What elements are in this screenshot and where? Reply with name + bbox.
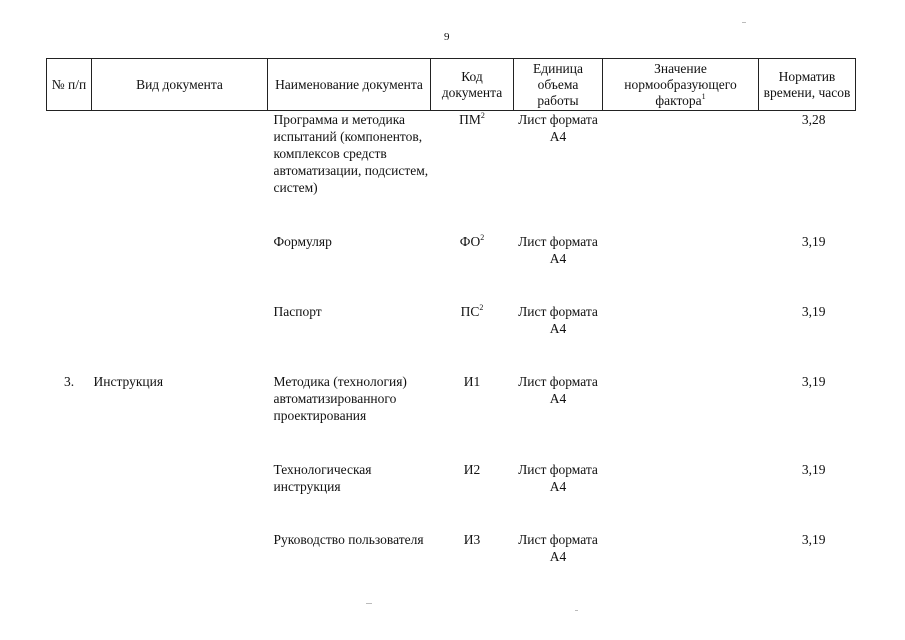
page-number: 9 bbox=[444, 31, 450, 43]
table-row bbox=[47, 303, 856, 373]
header-factor bbox=[603, 59, 759, 111]
row-doc-code bbox=[431, 373, 514, 461]
row-factor bbox=[603, 111, 759, 233]
norms-table bbox=[46, 58, 856, 591]
row-doc-code bbox=[431, 111, 514, 233]
row-unit: Лист формата А4 bbox=[518, 461, 598, 494]
row-norm: 3,19 bbox=[801, 373, 826, 389]
row-factor bbox=[603, 531, 759, 591]
row-unit: Лист формата А4 bbox=[518, 373, 598, 406]
row-doc-name: Технологическая инструкция bbox=[273, 461, 372, 494]
row-code-text: ПМ bbox=[459, 112, 481, 127]
row-code-text: И3 bbox=[463, 531, 481, 547]
table-row bbox=[47, 111, 856, 233]
row-doc-code bbox=[431, 461, 514, 531]
table-row bbox=[47, 531, 856, 591]
header-doc-name: Наименование документа bbox=[268, 59, 431, 111]
row-unit: Лист формата А4 bbox=[518, 531, 598, 564]
row-doc-name: Программа и методика испытаний (компонентов, комплексов средств автоматизации, подсистем, систем) bbox=[273, 112, 429, 195]
row-code-text: ФО bbox=[459, 233, 481, 249]
row-unit: Лист формата А4 bbox=[518, 303, 598, 336]
row-num bbox=[47, 303, 92, 373]
table-row bbox=[47, 373, 856, 461]
row-code-footnote: 2 bbox=[480, 111, 485, 120]
header-norm: Норматив времени, часов bbox=[759, 59, 856, 111]
row-factor bbox=[603, 461, 759, 531]
table-body bbox=[47, 111, 856, 591]
row-factor bbox=[603, 373, 759, 461]
row-norm: 3,19 bbox=[801, 461, 826, 477]
row-num bbox=[47, 531, 92, 591]
row-doc-name: Формуляр bbox=[273, 233, 332, 249]
row-doc-type bbox=[92, 111, 268, 233]
header-doc-code: Код документа bbox=[431, 59, 514, 111]
row-doc-name: Методика (технология) автоматизированного проектирования bbox=[273, 373, 407, 423]
row-code-text: ПС bbox=[460, 303, 480, 319]
row-doc-type bbox=[92, 461, 268, 531]
row-doc-code bbox=[431, 233, 514, 303]
table-row bbox=[47, 233, 856, 303]
row-num bbox=[47, 111, 92, 233]
row-norm: 3,19 bbox=[801, 531, 826, 547]
row-doc-code bbox=[431, 531, 514, 591]
scan-mark bbox=[742, 22, 746, 23]
table-row bbox=[47, 461, 856, 531]
row-doc-type bbox=[92, 303, 268, 373]
row-unit: Лист формата А4 bbox=[518, 112, 598, 144]
row-doc-type bbox=[92, 233, 268, 303]
row-doc-code bbox=[431, 303, 514, 373]
row-norm: 3,19 bbox=[801, 233, 826, 249]
scan-mark bbox=[575, 610, 578, 611]
row-num bbox=[47, 461, 92, 531]
row-doc-name: Паспорт bbox=[273, 303, 322, 319]
row-doc-name: Руководство пользователя bbox=[273, 531, 424, 547]
row-code-text: И2 bbox=[463, 461, 481, 477]
scan-mark bbox=[366, 603, 372, 604]
row-factor bbox=[603, 233, 759, 303]
row-code-footnote: 2 bbox=[479, 302, 484, 312]
table-header bbox=[47, 59, 856, 111]
header-factor-footnote: 1 bbox=[701, 91, 706, 101]
header-doc-type: Вид документа bbox=[92, 59, 268, 111]
row-unit: Лист формата А4 bbox=[518, 233, 598, 266]
row-norm: 3,28 bbox=[801, 112, 826, 127]
header-unit: Единица объема работы bbox=[514, 59, 603, 111]
row-factor bbox=[603, 303, 759, 373]
header-num: № п/п bbox=[47, 59, 92, 111]
row-code-text: И1 bbox=[463, 373, 481, 389]
row-doc-type: Инструкция bbox=[93, 373, 164, 389]
row-num bbox=[47, 233, 92, 303]
header-factor-text: Значение нормообразующего фактора bbox=[624, 60, 737, 108]
row-num: 3. bbox=[63, 373, 75, 389]
row-doc-type bbox=[92, 531, 268, 591]
row-norm: 3,19 bbox=[801, 303, 826, 319]
row-code-footnote: 2 bbox=[480, 232, 485, 242]
